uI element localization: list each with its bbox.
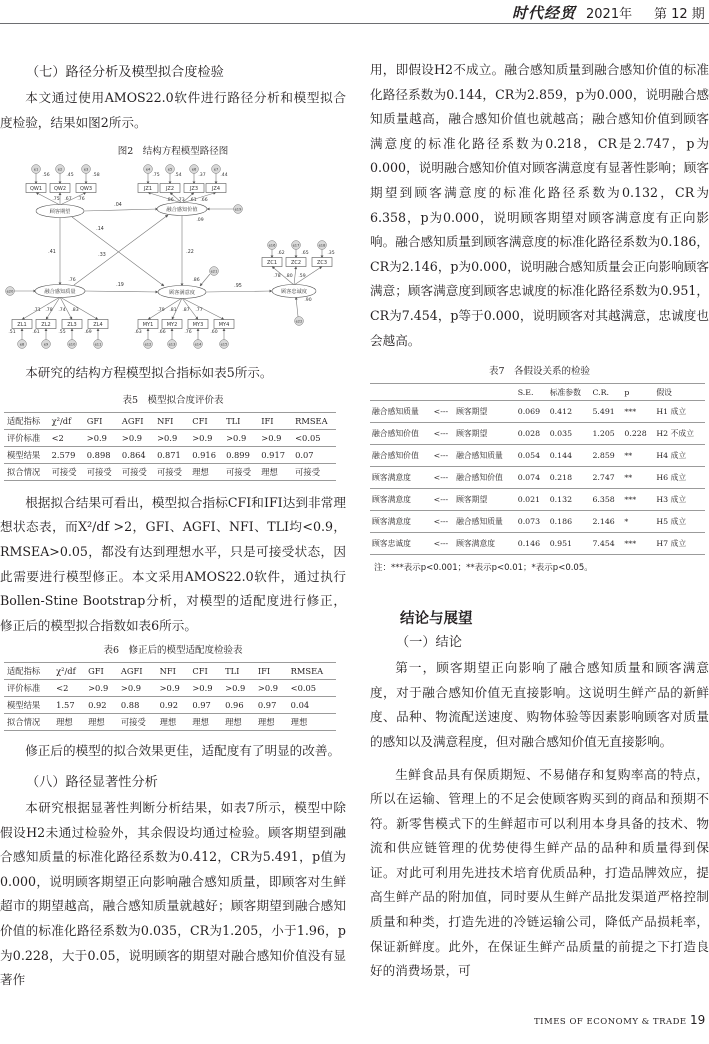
loading-value: .79 bbox=[157, 308, 165, 314]
paragraph: 第一，顾客期望正向影响了融合感知质量和顾客满意度，对于融合感知价值无直接影响。这说明生鲜产品的新鲜度、品种、物流配送速度、购物体验等因素影响顾客对质量的感知以及满意程度，但对融合感知价值无直接影响。 bbox=[370, 660, 709, 749]
table-cell: 融合感知价值 bbox=[370, 423, 432, 445]
table-cell: 0.073 bbox=[516, 511, 548, 533]
path-coefficient: .95 bbox=[234, 284, 242, 290]
table-header-cell: S.E. bbox=[516, 384, 548, 401]
section-8-title: （八）路径显著性分析 bbox=[26, 774, 158, 790]
table-cell: <--- bbox=[432, 467, 454, 489]
error-term-label: e6 bbox=[191, 167, 197, 172]
table-row bbox=[370, 445, 705, 467]
table-cell: H5 成立 bbox=[654, 511, 705, 533]
table-cell: 0.028 bbox=[516, 423, 548, 445]
error-term-label: e11 bbox=[94, 342, 102, 347]
error-term-label: e22 bbox=[295, 319, 303, 324]
table-cell: 2.146 bbox=[590, 511, 622, 533]
loading-value: .35 bbox=[327, 251, 335, 257]
table-cell: <--- bbox=[432, 489, 454, 511]
table-cell: 0.951 bbox=[548, 533, 591, 555]
paragraph: 本文通过使用AMOS22.0软件进行路径分析和模型拟合度检验，结果如图2所示。 bbox=[0, 90, 346, 130]
observed-variable-label: QW3 bbox=[79, 186, 93, 193]
table-cell: 理想 bbox=[189, 714, 222, 731]
table-header-cell: CFI bbox=[189, 412, 223, 429]
table-cell: 顾客满意度 bbox=[370, 511, 432, 533]
table-row bbox=[370, 533, 705, 555]
table-cell: 0.146 bbox=[516, 533, 548, 555]
table-cell: <--- bbox=[432, 445, 454, 467]
loading-value: .75 bbox=[152, 173, 160, 179]
table-header-cell: AGFI bbox=[118, 663, 157, 680]
table-cell: 理想 bbox=[222, 714, 255, 731]
table-cell: H7 成立 bbox=[654, 533, 705, 555]
loading-value: .51 bbox=[8, 330, 16, 336]
section-7-title: （七）路径分析及模型拟合度检验 bbox=[26, 65, 224, 80]
table-cell: 理想 bbox=[53, 714, 85, 731]
table-cell: 可接受 bbox=[154, 463, 189, 480]
table-cell: 理想 bbox=[189, 463, 223, 480]
table-cell: 模型结果 bbox=[4, 446, 49, 463]
paragraph: 修正后的模型的拟合效果更佳，适配度有了明显的改善。 bbox=[25, 743, 341, 759]
observed-variable-label: ZL4 bbox=[93, 322, 103, 329]
r-squared-value: .90 bbox=[304, 298, 312, 304]
table-cell: 融合感知价值 bbox=[454, 467, 516, 489]
table-cell: 0.144 bbox=[548, 445, 591, 467]
error-term-label: e10 bbox=[68, 342, 76, 347]
figure-2-caption: 图2 结构方程模型路径图 bbox=[117, 146, 229, 158]
table-cell: 2.859 bbox=[590, 445, 622, 467]
loading-value: .45 bbox=[66, 173, 74, 179]
table-cell: *** bbox=[622, 533, 654, 555]
table-cell: 拟合情况 bbox=[4, 714, 53, 731]
table-5-caption: 表5 模型拟合度评价表 bbox=[122, 394, 224, 406]
table-cell: ** bbox=[622, 445, 654, 467]
observed-variable-label: JZ2 bbox=[165, 186, 175, 193]
loading-value: .73 bbox=[177, 198, 185, 204]
table-cell: 融合感知质量 bbox=[454, 511, 516, 533]
table-cell: <--- bbox=[432, 511, 454, 533]
table-cell: <2 bbox=[53, 680, 85, 697]
table-cell: 0.864 bbox=[119, 446, 154, 463]
observed-variable-label: QW1 bbox=[29, 186, 43, 193]
loading-value: .55 bbox=[58, 330, 66, 336]
loading-value: .44 bbox=[220, 173, 228, 179]
path-coefficient: .04 bbox=[114, 203, 122, 209]
error-term-label: e8 bbox=[19, 342, 25, 347]
path-arrow bbox=[182, 193, 216, 204]
table-header-cell: 标准参数 bbox=[548, 384, 591, 401]
loading-value: .62 bbox=[277, 251, 285, 257]
error-term-label: e20 bbox=[6, 289, 14, 294]
table-header-cell: TLI bbox=[222, 663, 255, 680]
loading-value: .37 bbox=[198, 173, 206, 179]
error-term-label: e16 bbox=[268, 243, 276, 248]
table-cell: >0.9 bbox=[222, 680, 255, 697]
observed-variable-label: QW2 bbox=[53, 186, 67, 193]
table-header-cell: NFI bbox=[154, 412, 189, 429]
table-5 bbox=[4, 412, 336, 481]
conclusion-subheading: （一）结论 bbox=[396, 635, 462, 651]
r-squared-value: .09 bbox=[196, 218, 204, 224]
table-cell: 融合感知价值 bbox=[370, 445, 432, 467]
table-header-cell: χ²/df bbox=[49, 412, 84, 429]
header-rule bbox=[0, 23, 709, 24]
loading-value: .87 bbox=[182, 308, 190, 314]
observed-variable-label: JZ1 bbox=[143, 186, 153, 193]
path-coefficient: .41 bbox=[48, 250, 56, 256]
table-cell: 顾客期望 bbox=[454, 489, 516, 511]
table-cell: 理想 bbox=[85, 714, 118, 731]
table-header-cell: p bbox=[622, 384, 654, 401]
table-header-cell: IFI bbox=[258, 412, 292, 429]
table-header-cell: GFI bbox=[85, 663, 118, 680]
loading-value: .81 bbox=[169, 308, 177, 314]
table-cell: 0.021 bbox=[516, 489, 548, 511]
table-header-cell bbox=[432, 384, 454, 401]
loading-value: .78 bbox=[273, 274, 281, 280]
table-row bbox=[4, 697, 336, 714]
path-arrow bbox=[206, 291, 272, 292]
table-cell: 0.218 bbox=[548, 467, 591, 489]
loading-value: .71 bbox=[33, 308, 41, 314]
table-row bbox=[4, 429, 336, 446]
table-row bbox=[4, 446, 336, 463]
observed-variable-label: ZL1 bbox=[17, 322, 27, 329]
table-cell: 1.57 bbox=[53, 697, 85, 714]
table-cell: 顾客期望 bbox=[454, 401, 516, 423]
table-cell: 7.454 bbox=[590, 533, 622, 555]
table-cell: >0.9 bbox=[157, 680, 190, 697]
table-row bbox=[4, 463, 336, 480]
table-cell: 评价标准 bbox=[4, 680, 53, 697]
latent-variable-label: 顾客满意度 bbox=[169, 290, 195, 297]
table-cell: 顾客忠诚度 bbox=[370, 533, 432, 555]
table-cell: 0.186 bbox=[548, 511, 591, 533]
table-cell: 0.88 bbox=[118, 697, 157, 714]
table-cell: >0.9 bbox=[84, 429, 119, 446]
path-arrow bbox=[200, 274, 210, 286]
path-arrow bbox=[84, 209, 158, 211]
journal-issue: 第 12 期 bbox=[654, 7, 705, 22]
table-header-cell bbox=[370, 384, 432, 401]
loading-value: .78 bbox=[45, 308, 53, 314]
table-row bbox=[4, 680, 336, 697]
table-header-cell: 适配指标 bbox=[4, 412, 49, 429]
latent-variable-label: 顾客忠诚度 bbox=[281, 289, 307, 296]
loading-value: .63 bbox=[134, 330, 142, 336]
observed-variable-label: MY3 bbox=[192, 322, 204, 329]
paragraph: 根据拟合结果可看出，模型拟合指标CFI和IFI达到非常理想状态表，而X²/df >2，GFI、AGFI、NFI、TLI均<0.9，RMSEA>0.05，都没有达到理想水平，只是可接受状态，因此需要进行模型修正。本文采用AMOS22.0软件，通过执行Bollen-Stine Bootstrap分析，对模型的适配度进行修正，修正后的模型拟合指数如表6所示。 bbox=[0, 494, 346, 633]
table-row bbox=[370, 401, 705, 423]
table-cell: 2.747 bbox=[590, 467, 622, 489]
table-row bbox=[370, 467, 705, 489]
path-coefficient: .19 bbox=[116, 283, 124, 289]
table-cell: 顾客期望 bbox=[454, 423, 516, 445]
table-cell: 0.899 bbox=[223, 446, 258, 463]
table-cell: >0.9 bbox=[223, 429, 258, 446]
error-term-label: e15 bbox=[220, 342, 228, 347]
table-cell: H3 成立 bbox=[654, 489, 705, 511]
table-cell: >0.9 bbox=[154, 429, 189, 446]
loading-value: .77 bbox=[195, 308, 203, 314]
table-6 bbox=[4, 662, 336, 731]
table-cell: 可接受 bbox=[223, 463, 258, 480]
table-cell: 0.035 bbox=[548, 423, 591, 445]
table-row bbox=[370, 511, 705, 533]
loading-value: .76 bbox=[184, 330, 192, 336]
table-cell: >0.9 bbox=[118, 680, 157, 697]
table-row bbox=[370, 489, 705, 511]
table-cell: * bbox=[622, 511, 654, 533]
table-cell: 0.228 bbox=[622, 423, 654, 445]
error-term-label: e4 bbox=[145, 167, 151, 172]
table-cell: 0.97 bbox=[255, 697, 288, 714]
journal-brand: 时代经贸 bbox=[512, 4, 577, 22]
path-arrow bbox=[296, 297, 298, 317]
table-header-cell: RMSEA bbox=[292, 412, 336, 429]
table-cell: <--- bbox=[432, 423, 454, 445]
error-term-label: e19 bbox=[234, 207, 242, 212]
table-header-cell: χ²/df bbox=[53, 663, 85, 680]
table-cell: 0.916 bbox=[189, 446, 223, 463]
table-header-cell: RMSEA bbox=[288, 663, 336, 680]
table-cell: 0.898 bbox=[84, 446, 119, 463]
error-term-label: e18 bbox=[318, 243, 326, 248]
error-term-label: e5 bbox=[167, 167, 173, 172]
table-6-caption: 表6 修正后的模型适配度检验表 bbox=[103, 645, 243, 657]
table-header-cell: GFI bbox=[84, 412, 119, 429]
observed-variable-label: ZL2 bbox=[41, 322, 51, 329]
table-cell: >0.9 bbox=[189, 429, 223, 446]
error-term-label: e1 bbox=[33, 167, 39, 172]
table-cell: 顾客满意度 bbox=[370, 489, 432, 511]
table-cell: H1 成立 bbox=[654, 401, 705, 423]
conclusion-heading: 结论与展望 bbox=[400, 611, 473, 628]
table-cell: <0.05 bbox=[292, 429, 336, 446]
table-header-cell: TLI bbox=[223, 412, 258, 429]
loading-value: .80 bbox=[285, 274, 293, 280]
paragraph: 本研究根据显著性判断分析结果，如表7所示，模型中除假设H2未通过检验外，其余假设均通过检验。顾客期望到融合感知质量的标准化路径系数为0.412，CR为5.491，p值为0.000，说明顾客期望正向影响融合感知质量，即顾客对生鲜超市的期望越高，融合感知质量就越好；顾客期望到融合感知价值的标准化路径系数为0.035，CR为1.205，小于1.96，p为0.228，大于0.05，说明顾客的期望对融合感知价值没有显著作 bbox=[0, 799, 346, 988]
table-cell: 评价标准 bbox=[4, 429, 49, 446]
table-row bbox=[4, 714, 336, 731]
table-7-caption: 表7 各假设关系的检验 bbox=[488, 366, 591, 378]
table-7 bbox=[370, 383, 705, 555]
table-cell: 2.579 bbox=[49, 446, 84, 463]
table-cell: >0.9 bbox=[258, 429, 292, 446]
path-coefficient: .22 bbox=[186, 250, 194, 256]
table-cell: 顾客满意度 bbox=[370, 467, 432, 489]
loading-value: .59 bbox=[298, 274, 306, 280]
table-cell: 0.92 bbox=[85, 697, 118, 714]
table-cell: 理想 bbox=[258, 463, 292, 480]
table-header-cell: 适配指标 bbox=[4, 663, 53, 680]
error-term-label: e13 bbox=[168, 342, 176, 347]
latent-variable-label: 融合感知价值 bbox=[166, 207, 198, 214]
observed-variable-label: ZC2 bbox=[290, 260, 302, 267]
path-arrow bbox=[72, 217, 164, 289]
table-cell: 可接受 bbox=[292, 463, 336, 480]
loading-value: .56 bbox=[42, 173, 50, 179]
table-cell: 理想 bbox=[288, 714, 336, 731]
table-cell: 0.054 bbox=[516, 445, 548, 467]
table-cell: 可接受 bbox=[49, 463, 84, 480]
table-cell: 可接受 bbox=[118, 714, 157, 731]
table-cell: >0.9 bbox=[85, 680, 118, 697]
table-cell: >0.9 bbox=[189, 680, 222, 697]
error-term-label: e17 bbox=[292, 243, 300, 248]
table-cell: 0.412 bbox=[548, 401, 591, 423]
table-cell: 0.92 bbox=[157, 697, 190, 714]
path-arrow bbox=[294, 267, 296, 286]
loading-value: .83 bbox=[71, 308, 79, 314]
table-header-cell: AGFI bbox=[119, 412, 154, 429]
paragraph: 本研究的结构方程模型拟合指标如表5所示。 bbox=[25, 365, 273, 381]
table-cell: 融合感知质量 bbox=[370, 401, 432, 423]
table-header-cell: C.R. bbox=[590, 384, 622, 401]
table-cell: H4 成立 bbox=[654, 445, 705, 467]
observed-variable-label: MY4 bbox=[218, 322, 230, 329]
loading-value: .75 bbox=[52, 197, 60, 203]
table-cell: 0.069 bbox=[516, 401, 548, 423]
page-header bbox=[0, 0, 709, 22]
loading-value: .61 bbox=[32, 330, 40, 336]
table-cell: 模型结果 bbox=[4, 697, 53, 714]
r-squared-value: .86 bbox=[192, 278, 200, 284]
footer-journal-name: TIMES OF ECONOMY & TRADE bbox=[534, 1017, 687, 1027]
table-cell: 0.04 bbox=[288, 697, 336, 714]
table-cell: <0.05 bbox=[288, 680, 336, 697]
table-7-note: 注：***表示p<0.001；**表示p<0.01；*表示p<0.05。 bbox=[374, 563, 593, 574]
loading-value: .66 bbox=[158, 330, 166, 336]
observed-variable-label: ZC3 bbox=[316, 260, 328, 267]
table-cell: 1.205 bbox=[590, 423, 622, 445]
table-cell: 顾客满意度 bbox=[454, 533, 516, 555]
error-term-label: e7 bbox=[213, 167, 219, 172]
table-cell: 5.491 bbox=[590, 401, 622, 423]
table-cell: 融合感知质量 bbox=[454, 445, 516, 467]
r-squared-value: .76 bbox=[68, 278, 76, 284]
latent-variable-label: 融合感知质量 bbox=[44, 289, 76, 296]
table-header-cell: IFI bbox=[255, 663, 288, 680]
table-cell: 理想 bbox=[157, 714, 190, 731]
table-cell: 0.074 bbox=[516, 467, 548, 489]
table-cell: 可接受 bbox=[84, 463, 119, 480]
left-column bbox=[0, 58, 346, 993]
table-cell: 理想 bbox=[255, 714, 288, 731]
table-cell: H2 不成立 bbox=[654, 423, 705, 445]
table-cell: 0.97 bbox=[189, 697, 222, 714]
table-cell: H6 成立 bbox=[654, 467, 705, 489]
error-term-label: e12 bbox=[144, 342, 152, 347]
table-cell: <--- bbox=[432, 533, 454, 555]
observed-variable-label: MY1 bbox=[142, 322, 154, 329]
path-arrow bbox=[84, 291, 158, 292]
table-cell: <--- bbox=[432, 401, 454, 423]
paragraph: 生鲜食品具有保质期短、不易储存和复购率高的特点，所以在运输、管理上的不足会使顾客购买到的商品和预期不符。新零售模式下的生鲜超市可以利用本身具备的技术、物流和供应链管理的优势使得生鲜产品的品种和质量得到保证。对此可利用先进技术培育优质品种，打造品牌效应，提高生鲜产品的附加值，同时要从生鲜产品批发渠道严格控制质量和种类，打造先进的冷链运输公司，降低产品损耗率，保证新鲜度。此外，在保证生鲜产品质量的前提之下打造良好的消费场景，可 bbox=[370, 766, 709, 979]
loading-value: .86 bbox=[166, 198, 174, 204]
loading-value: .54 bbox=[174, 173, 182, 179]
table-row bbox=[370, 423, 705, 445]
path-arrow bbox=[74, 215, 168, 285]
table-cell: >0.9 bbox=[255, 680, 288, 697]
journal-year: 2021年 bbox=[586, 7, 633, 22]
loading-value: .65 bbox=[301, 251, 309, 257]
table-header-cell bbox=[454, 384, 516, 401]
table-cell: ** bbox=[622, 467, 654, 489]
table-cell: 0.871 bbox=[154, 446, 189, 463]
error-term-label: e21 bbox=[210, 269, 218, 274]
path-coefficient: .33 bbox=[98, 253, 106, 259]
loading-value: .66 bbox=[200, 198, 208, 204]
observed-variable-label: JZ3 bbox=[189, 186, 199, 193]
observed-variable-label: MY2 bbox=[166, 322, 178, 329]
page-number: 19 bbox=[690, 1013, 706, 1027]
table-cell: 6.358 bbox=[590, 489, 622, 511]
table-header-cell: NFI bbox=[157, 663, 190, 680]
error-term-label: e9 bbox=[43, 342, 49, 347]
loading-value: .74 bbox=[58, 308, 66, 314]
table-cell: *** bbox=[622, 401, 654, 423]
loading-value: .58 bbox=[92, 173, 100, 179]
table-cell: >0.9 bbox=[119, 429, 154, 446]
loading-value: .61 bbox=[189, 198, 197, 204]
error-term-label: e2 bbox=[57, 167, 63, 172]
table-cell: *** bbox=[622, 489, 654, 511]
error-term-label: e14 bbox=[194, 342, 202, 347]
table-cell: 0.132 bbox=[548, 489, 591, 511]
observed-variable-label: ZL3 bbox=[67, 322, 77, 329]
path-arrow bbox=[22, 297, 60, 320]
table-header-cell: 假设 bbox=[654, 384, 705, 401]
table-cell: <2 bbox=[49, 429, 84, 446]
table-cell: 拟合情况 bbox=[4, 463, 49, 480]
path-coefficient: .14 bbox=[96, 227, 104, 233]
observed-variable-label: JZ4 bbox=[211, 186, 221, 193]
observed-variable-label: ZC1 bbox=[266, 260, 278, 267]
table-header-cell: CFI bbox=[189, 663, 222, 680]
paragraph: 用，即假设H2不成立。融合感知质量到融合感知价值的标准化路径系数为0.144，CR为2.859，p为0.000，说明融合感知质量越高，融合感知价值也就越高；融合感知价值到顾客满意度的标准化路径系数为0.218，CR是2.747，p为0.000，说明融合感知价值对顾客满意度有显著性影响；顾客期望到顾客满意度的标准化路径系数为0.132，CR为6.358，p为0.000，说明顾客期望对顾客满意度有正向影响。融合感知质量到顾客满意度的标准化路径系数为0.186，CR为2.146，p为0.000，说明融合感知质量会正向影响顾客满意；顾客满意度到顾客忠诚度的标准化路径系数为0.951，CR为7.454，p等于0.000，说明顾客对其越满意，忠诚度也会越高。 bbox=[370, 62, 709, 348]
latent-variable-label: 顾客期望 bbox=[49, 209, 71, 216]
table-cell: 0.917 bbox=[258, 446, 292, 463]
error-term-label: e3 bbox=[83, 167, 89, 172]
loading-value: .60 bbox=[210, 330, 218, 336]
loading-value: .76 bbox=[77, 197, 85, 203]
table-cell: 0.07 bbox=[292, 446, 336, 463]
table-cell: 0.96 bbox=[222, 697, 255, 714]
loading-value: .69 bbox=[84, 330, 92, 336]
sem-path-diagram bbox=[2, 163, 342, 357]
right-column bbox=[370, 58, 709, 984]
table-cell: 可接受 bbox=[119, 463, 154, 480]
loading-value: .67 bbox=[64, 197, 72, 203]
